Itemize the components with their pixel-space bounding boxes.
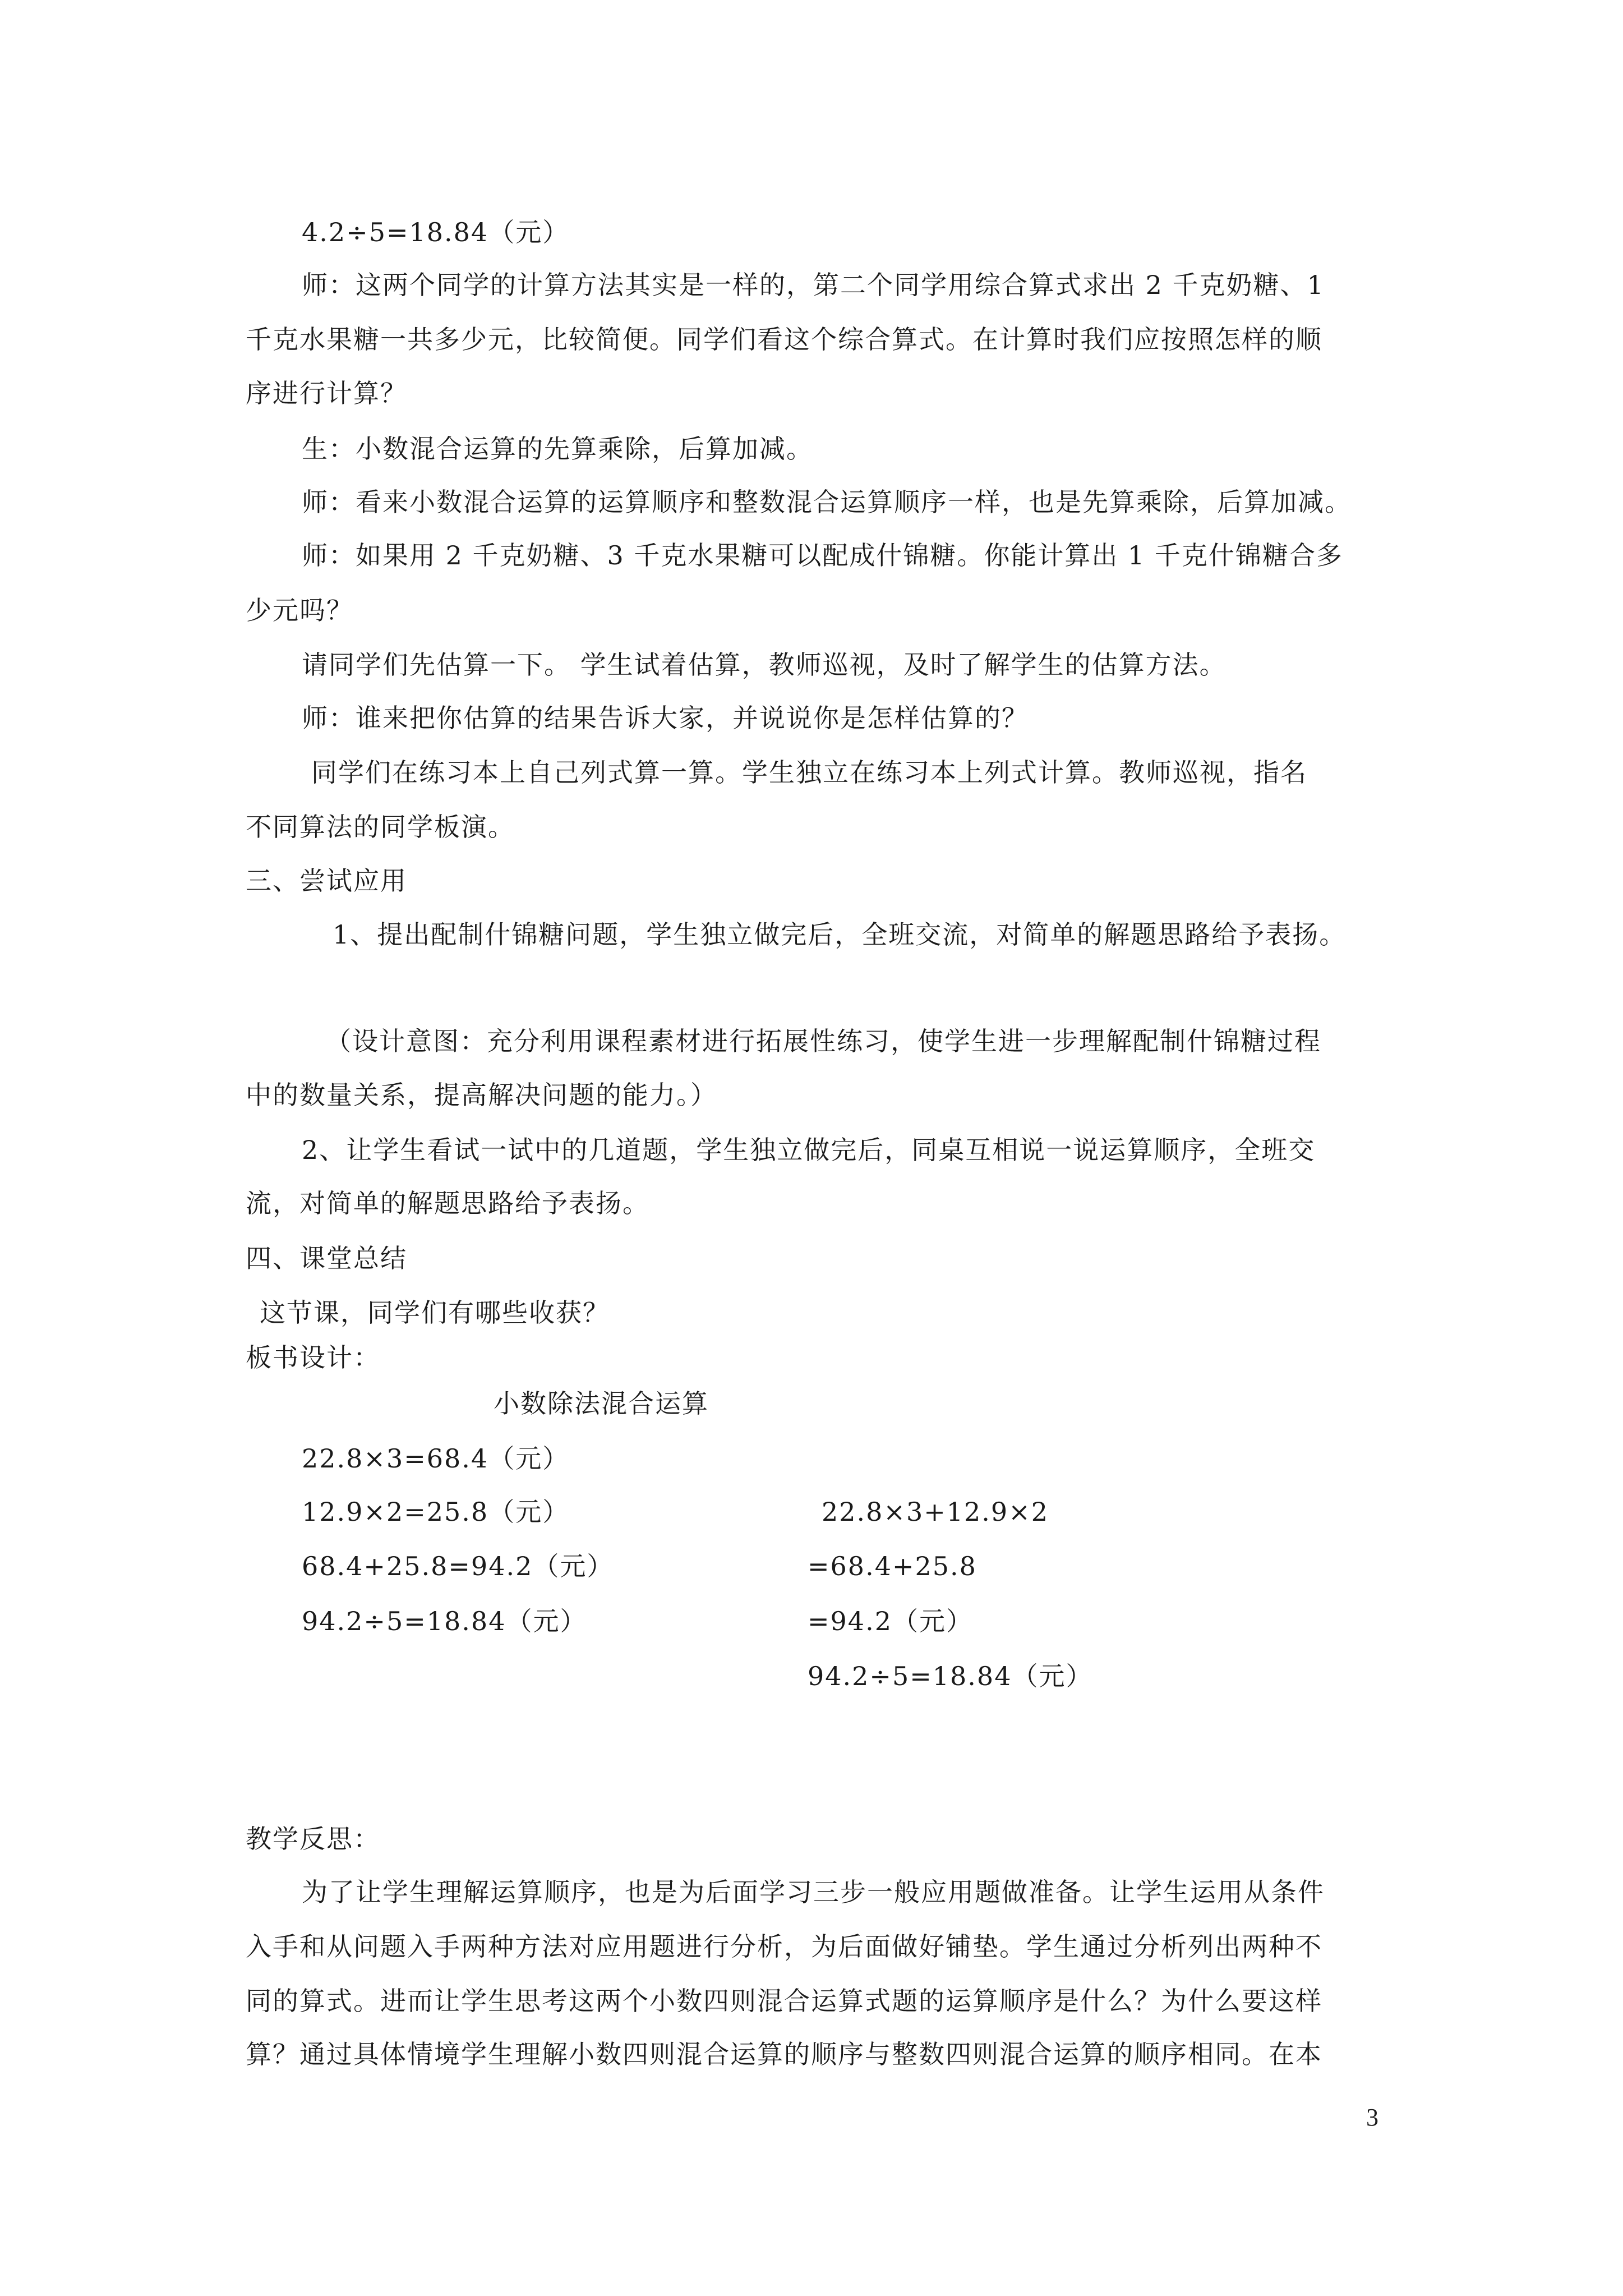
- paragraph-line: 2、让学生看试一试中的几道题，学生独立做完后，同桌互相说一说运算顺序，全班交: [302, 1135, 1316, 1165]
- reflection-line: 同的算式。进而让学生思考这两个小数四则混合运算式题的运算顺序是什么？为什么要这样: [246, 1986, 1322, 2016]
- paragraph-line: 流，对简单的解题思路给予表扬。: [246, 1188, 649, 1218]
- teacher-line: 师：看来小数混合运算的运算顺序和整数混合运算顺序一样，也是先算乘除，后算加减。: [302, 487, 1352, 517]
- board-equation: 94.2÷5=18.84（元）: [808, 1661, 1093, 1691]
- board-equation: =68.4+25.8: [808, 1551, 977, 1581]
- board-design-label: 板书设计：: [246, 1342, 380, 1373]
- paragraph-line: 同学们在练习本上自己列式算一算。学生独立在练习本上列式计算。教师巡视，指名: [311, 757, 1307, 788]
- paragraph-line: 少元吗？: [246, 595, 353, 625]
- board-equation: =94.2（元）: [808, 1606, 973, 1636]
- reflection-line: 为了让学生理解运算顺序，也是为后面学习三步一般应用题做准备。让学生运用从条件: [302, 1877, 1325, 1907]
- board-equation: 22.8×3=68.4（元）: [302, 1443, 570, 1474]
- section-heading: 四、课堂总结: [246, 1243, 407, 1273]
- board-equation: 94.2÷5=18.84（元）: [302, 1606, 587, 1636]
- paragraph-line: 千克水果糖一共多少元，比较简便。同学们看这个综合算式。在计算时我们应按照怎样的顺: [246, 324, 1322, 355]
- board-equation: 12.9×2=25.8（元）: [302, 1497, 570, 1527]
- page-number: 3: [1366, 2104, 1380, 2131]
- board-equation: 22.8×3+12.9×2: [822, 1497, 1049, 1527]
- design-intent-line: 中的数量关系，提高解决问题的能力。）: [246, 1080, 717, 1110]
- paragraph-line: 序进行计算？: [246, 378, 407, 408]
- reflection-heading: 教学反思：: [246, 1824, 380, 1854]
- equation-line: 4.2÷5=18.84（元）: [302, 217, 570, 247]
- paragraph-line: 不同算法的同学板演。: [246, 812, 515, 842]
- design-intent-line: （设计意图：充分利用课程素材进行拓展性练习，使学生进一步理解配制什锦糖过程: [325, 1026, 1321, 1056]
- teacher-line: 师：谁来把你估算的结果告诉大家，并说说你是怎样估算的？: [302, 703, 1029, 733]
- paragraph-line: 这节课，同学们有哪些收获？: [260, 1297, 610, 1328]
- paragraph-line: 请同学们先估算一下。 学生试着估算，教师巡视，及时了解学生的估算方法。: [302, 650, 1227, 680]
- board-equation: 68.4+25.8=94.2（元）: [302, 1551, 614, 1581]
- section-heading: 三、尝试应用: [246, 866, 407, 896]
- student-line: 生：小数混合运算的先算乘除，后算加减。: [302, 434, 813, 464]
- teacher-line: 师：这两个同学的计算方法其实是一样的，第二个同学用综合算式求出 2 千克奶糖、1: [302, 270, 1325, 300]
- reflection-line: 入手和从问题入手两种方法对应用题进行分析，为后面做好铺垫。学生通过分析列出两种不: [246, 1931, 1322, 1962]
- teacher-line: 师：如果用 2 千克奶糖、3 千克水果糖可以配成什锦糖。你能计算出 1 千克什锦糖合多: [302, 540, 1343, 570]
- board-title: 小数除法混合运算: [494, 1388, 709, 1419]
- paragraph-line: 1、提出配制什锦糖问题，学生独立做完后，全班交流，对简单的解题思路给予表扬。: [333, 919, 1347, 950]
- reflection-line: 算？通过具体情境学生理解小数四则混合运算的顺序与整数四则混合运算的顺序相同。在本: [246, 2039, 1322, 2069]
